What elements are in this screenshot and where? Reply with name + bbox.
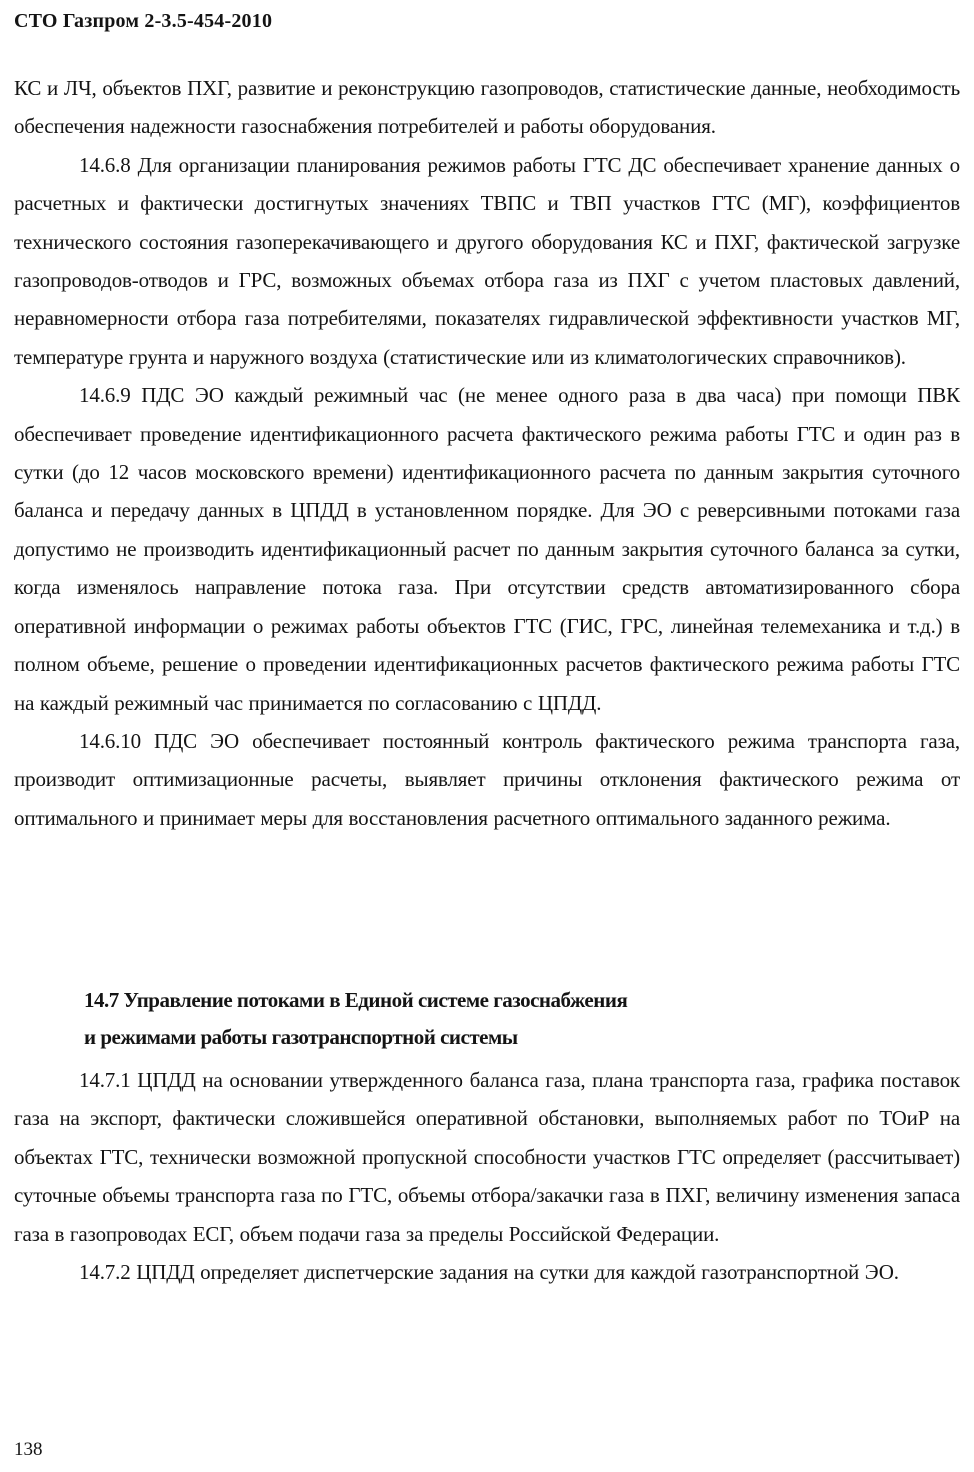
body-text-bottom (14, 1061, 960, 1291)
page-number: 138 (14, 1439, 43, 1460)
paragraph-14-7-1: 14.7.1 ЦПДД на основании утвержденного баланса газа, плана транспорта газа, графика поставок газа на экспорт, фактически сложившейся оперативной обстановки, выполняемых работ по ТОиР на объектах ГТС, технически возможной пропускной способности участков ГТС определяет (рассчитывает) суточные объемы транспорта газа по ГТС, объемы отбора/закачки газа в ПХГ, величину изменения запаса газа в газопроводах ЕСГ, объем подачи газа за пределы Российской Федерации. (14, 1068, 960, 1246)
body-text-top (14, 69, 960, 837)
paragraph-14-7-2: 14.7.2 ЦПДД определяет диспетчерские задания на сутки для каждой газотранспортной ЭО. (79, 1260, 899, 1285)
section-heading-line-2: и режимами работы газотранспортной системы (84, 1025, 518, 1049)
section-heading-14-7 (84, 982, 627, 1056)
section-heading-line-1: 14.7 Управление потоками в Единой системе газоснабжения (84, 988, 628, 1012)
running-header: СТО Газпром 2-3.5-454-2010 (14, 10, 273, 32)
paragraph-14-6-10: 14.6.10 ПДС ЭО обеспечивает постоянный контроль фактического режима транспорта газа, производит оптимизационные расчеты, выявляет причины отклонения фактического режима от оптимального и принимает меры для восстановления расчетного оптимального заданного режима. (14, 728, 960, 830)
paragraph-14-6-8: 14.6.8 Для организации планирования режимов работы ГТС ДС обеспечивает хранение данных о расчетных и фактически достигнутых значениях ТВПС и ТВП участков ГТС (МГ), коэффициентов технического состояния газоперекачивающего и другого оборудования КС и ПХГ, фактической загрузке газопроводов-отводов и ГРС, возможных объемах отбора газа из ПХГ с учетом пластовых давлений, неравномерности отбора газа потребителями, показателях гидравлической эффективности участков МГ, температуре грунта и наружного воздуха (статистические или из климатологических справочников). (14, 152, 960, 369)
paragraph-14-6-9: 14.6.9 ПДС ЭО каждый режимный час (не менее одного раза в два часа) при помощи ПВК обеспечивает проведение идентификационного расчета фактического режима работы ГТС и один раз в сутки (до 12 часов московского времени) идентификационного расчета по данным закрытия суточного баланса и передачу данных в ЦПДД в установленном порядке. Для ЭО с реверсивными потоками газа допустимо не производить идентификационный расчет по данным закрытия суточного баланса за сутки, когда изменялось направление потока газа. При отсутствии средств автоматизированного сбора оперативной информации о режимах работы объектов ГТС (ГИС, ГРС, линейная телемеханика и т.д.) в полном объеме, решение о проведении идентификационных расчетов фактического режима работы ГТС на каждый режимный час принимается по согласованию с ЦПДД. (14, 383, 960, 715)
paragraph-continuation: КС и ЛЧ, объектов ПХГ, развитие и реконструкцию газопроводов, статистические данные, необходимость обеспечения надежности газоснабжения потребителей и работы оборудования. (14, 76, 960, 139)
